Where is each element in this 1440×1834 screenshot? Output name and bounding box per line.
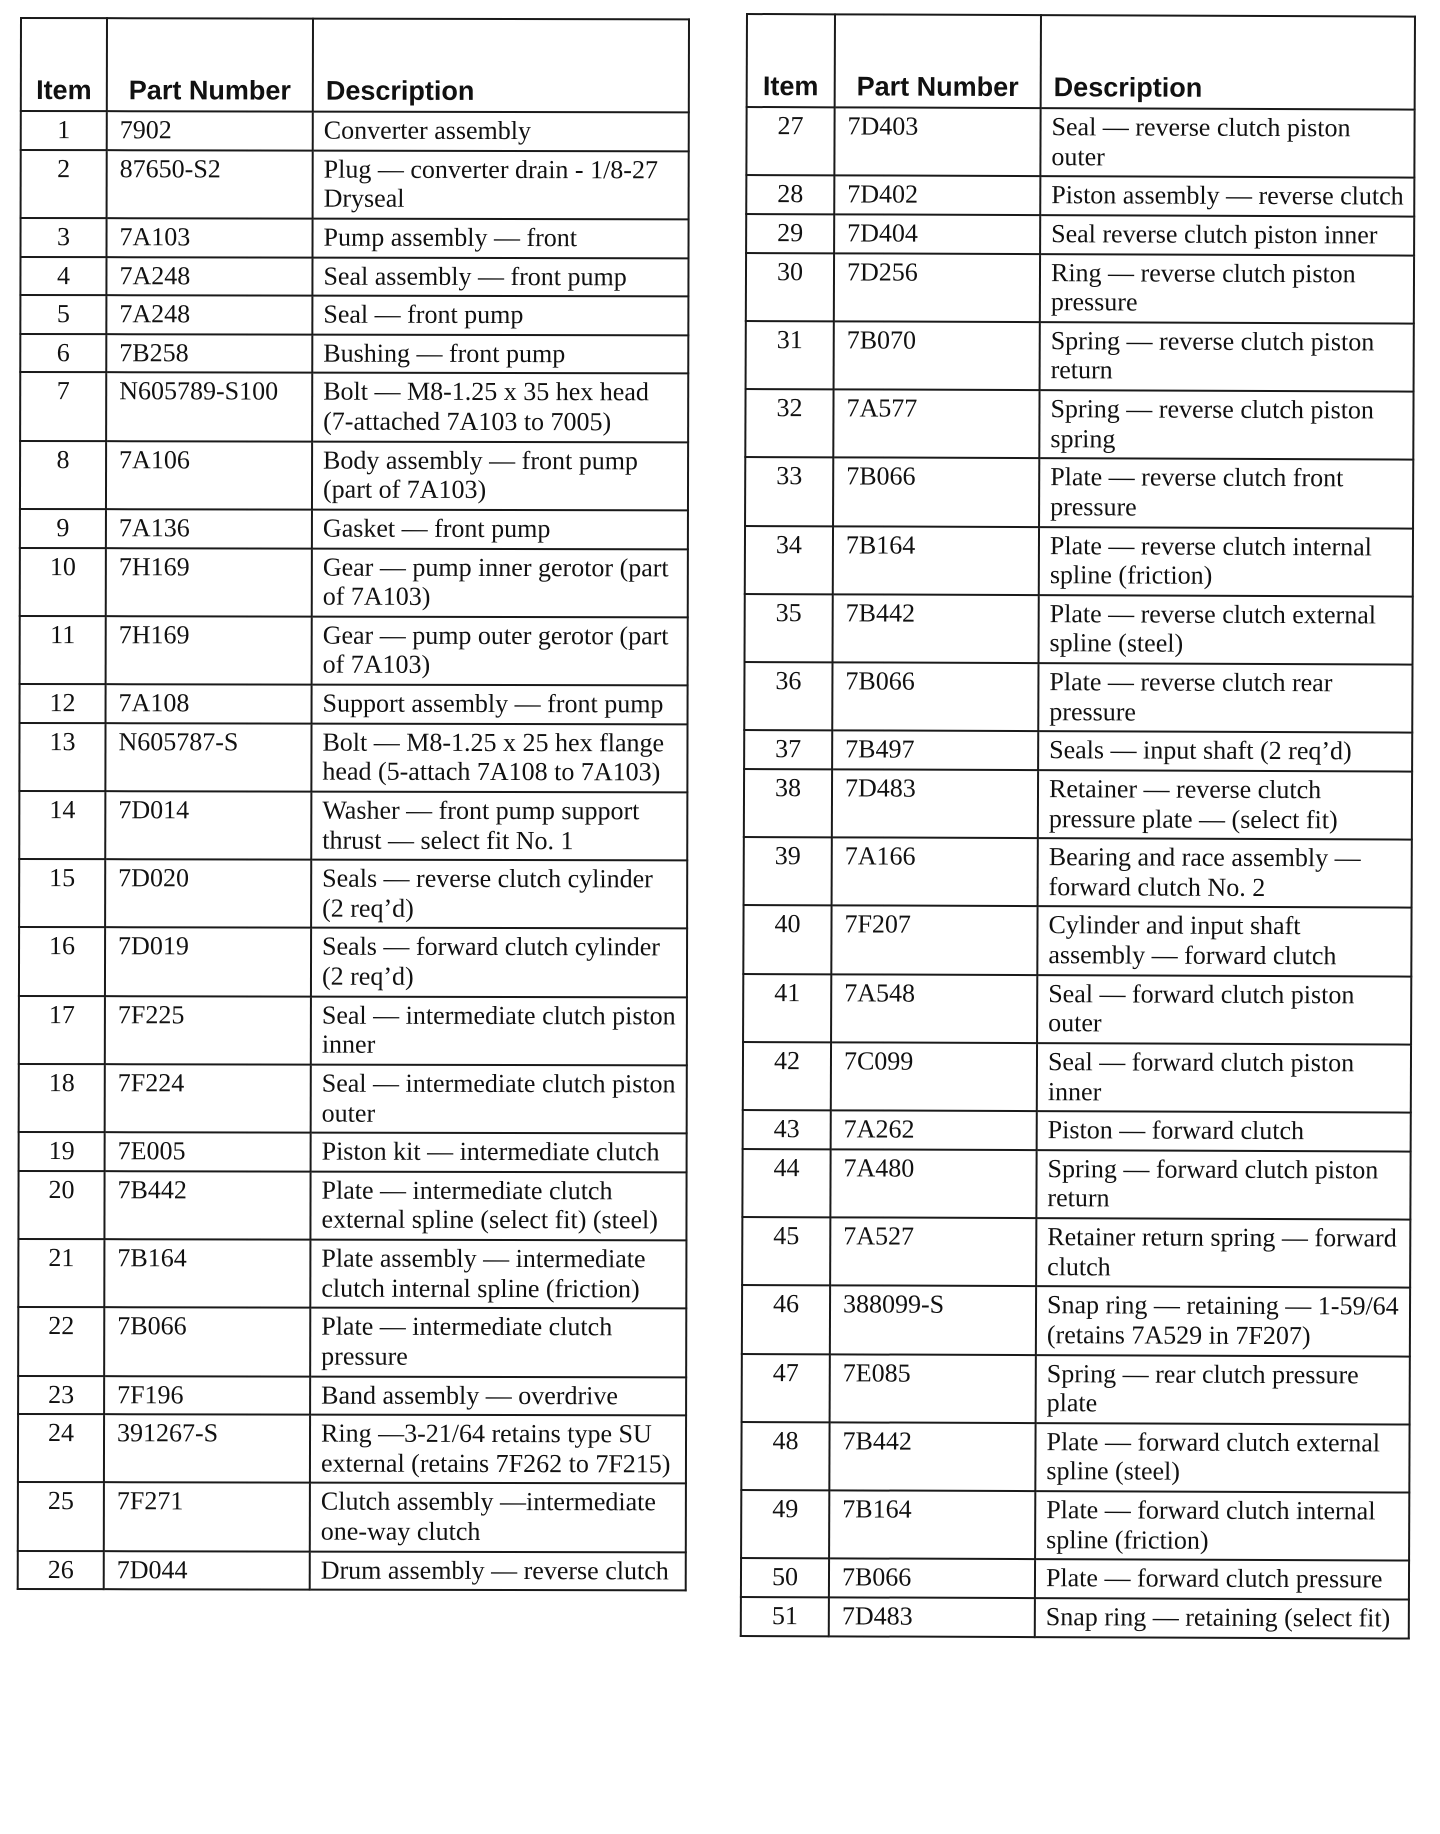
- table-row: [18, 1375, 686, 1415]
- item-cell: 28: [746, 175, 834, 214]
- part-number-cell: 7A106: [106, 441, 312, 510]
- part-number-cell: 7A548: [831, 974, 1037, 1043]
- part-number-cell: 7E085: [830, 1354, 1036, 1423]
- part-number-cell: 7A136: [106, 509, 312, 548]
- part-number-cell: 7A108: [106, 684, 312, 723]
- item-cell: 14: [19, 791, 105, 859]
- item-cell: 35: [745, 594, 833, 663]
- part-number-cell: 7D020: [105, 859, 311, 928]
- description-cell: Seals — forward clutch cylinder (2 req’d): [311, 928, 687, 997]
- item-cell: 45: [742, 1217, 830, 1286]
- part-number-cell: 7A166: [832, 837, 1038, 906]
- part-number-cell: 7B164: [833, 526, 1039, 595]
- description-cell: Seal — reverse clutch piston outer: [1040, 108, 1414, 178]
- table-row: [744, 837, 1412, 908]
- item-cell: 32: [745, 389, 833, 458]
- description-cell: Plate — intermediate clutch pressure: [310, 1308, 686, 1377]
- item-cell: 51: [741, 1597, 829, 1636]
- item-cell: 41: [743, 974, 831, 1043]
- table-row: [19, 996, 687, 1066]
- header-item: Item: [21, 18, 107, 111]
- table-row: [20, 509, 688, 549]
- item-cell: 48: [741, 1422, 829, 1491]
- item-cell: 46: [742, 1285, 830, 1354]
- table-row: [743, 974, 1411, 1045]
- description-cell: Plate — forward clutch pressure: [1035, 1559, 1409, 1599]
- description-cell: Pump assembly — front: [312, 218, 688, 257]
- item-cell: 25: [18, 1482, 104, 1550]
- description-cell: Ring —3-21/64 retains type SU external (retains 7F262 to 7F215): [310, 1415, 686, 1484]
- item-cell: 38: [744, 769, 832, 838]
- table-row: [18, 1551, 686, 1591]
- table-row: [745, 526, 1413, 597]
- table-row: [741, 1490, 1409, 1561]
- part-number-cell: N605787-S: [105, 723, 311, 792]
- table-row: [743, 1110, 1411, 1151]
- item-cell: 18: [19, 1064, 105, 1132]
- item-cell: 30: [746, 253, 834, 322]
- table-row: [18, 1239, 686, 1309]
- item-cell: 47: [742, 1353, 830, 1422]
- table-row: [19, 723, 687, 793]
- table-row: [21, 150, 689, 220]
- item-cell: 29: [746, 214, 834, 253]
- item-cell: 23: [18, 1375, 104, 1414]
- part-number-cell: 7D483: [832, 769, 1038, 838]
- part-number-cell: 7F224: [105, 1064, 311, 1133]
- part-number-cell: 7B497: [832, 731, 1038, 770]
- part-number-cell: 7D403: [834, 107, 1040, 176]
- description-cell: Ring — reverse clutch piston pressure: [1040, 254, 1414, 324]
- description-cell: Piston kit — intermediate clutch: [311, 1133, 687, 1172]
- part-number-cell: 7E005: [105, 1132, 311, 1171]
- header-part-number: Part Number: [835, 14, 1041, 108]
- part-number-cell: 7B164: [104, 1239, 310, 1308]
- part-number-cell: 7A248: [106, 295, 312, 334]
- table-row: [20, 295, 688, 335]
- header-description: Description: [1041, 15, 1415, 109]
- item-cell: 36: [744, 662, 832, 731]
- description-cell: Plate — forward clutch internal spline (friction): [1035, 1491, 1409, 1561]
- table-header-row: [21, 18, 689, 112]
- part-number-cell: 87650-S2: [107, 150, 313, 219]
- part-number-cell: 7D019: [105, 928, 311, 997]
- description-cell: Gasket — front pump: [312, 509, 688, 548]
- table-row: [746, 253, 1414, 324]
- table-header-row: [747, 14, 1415, 110]
- description-cell: Plate — reverse clutch internal spline (friction): [1039, 527, 1413, 597]
- table-row: [18, 1414, 686, 1484]
- table-row: [19, 1132, 687, 1172]
- table-row: [18, 1307, 686, 1377]
- table-row: [20, 257, 688, 297]
- table-row: [20, 548, 688, 618]
- item-cell: 17: [19, 996, 105, 1064]
- part-number-cell: 7F271: [104, 1483, 310, 1552]
- part-number-cell: 7F207: [831, 906, 1037, 975]
- description-cell: Seal — intermediate clutch piston inner: [311, 996, 687, 1065]
- description-cell: Spring — forward clutch piston return: [1036, 1150, 1410, 1220]
- part-number-cell: 7D044: [104, 1551, 310, 1590]
- part-number-cell: 7H169: [106, 616, 312, 685]
- description-cell: Piston assembly — reverse clutch: [1040, 176, 1414, 216]
- description-cell: Seals — input shaft (2 req’d): [1038, 731, 1412, 771]
- part-number-cell: 7D014: [105, 791, 311, 860]
- table-row: [746, 321, 1414, 392]
- item-cell: 34: [745, 526, 833, 595]
- description-cell: Seal assembly — front pump: [312, 257, 688, 296]
- table-row: [18, 1171, 686, 1241]
- part-number-cell: 7B066: [832, 662, 1038, 731]
- part-number-cell: 7C099: [831, 1042, 1037, 1111]
- description-cell: Cylinder and input shaft assembly — forward clutch: [1037, 907, 1411, 977]
- item-cell: 10: [20, 548, 106, 616]
- item-cell: 27: [746, 107, 834, 176]
- table-row: [20, 441, 688, 511]
- table-row: [18, 1482, 686, 1552]
- item-cell: 4: [20, 257, 106, 296]
- item-cell: 26: [18, 1551, 104, 1590]
- description-cell: Bushing — front pump: [312, 334, 688, 373]
- part-number-cell: 7A103: [106, 218, 312, 257]
- part-number-cell: 7902: [107, 111, 313, 150]
- item-cell: 7: [20, 372, 106, 440]
- item-cell: 24: [18, 1414, 104, 1482]
- description-cell: Retainer return spring — forward clutch: [1036, 1218, 1410, 1288]
- part-number-cell: 7B070: [834, 321, 1040, 390]
- description-cell: Spring — reverse clutch piston return: [1040, 322, 1414, 392]
- table-row: [743, 905, 1411, 976]
- table-row: [741, 1558, 1409, 1599]
- part-number-cell: 7B066: [829, 1559, 1035, 1598]
- description-cell: Retainer — reverse clutch pressure plate — (select fit): [1038, 770, 1412, 840]
- description-cell: Body assembly — front pump (part of 7A103): [312, 441, 688, 510]
- description-cell: Seal — forward clutch piston inner: [1037, 1043, 1411, 1113]
- item-cell: 6: [20, 334, 106, 373]
- description-cell: Plug — converter drain - 1/8-27 Dryseal: [313, 150, 689, 219]
- item-cell: 40: [743, 905, 831, 974]
- table-row: [746, 107, 1414, 178]
- description-cell: Converter assembly: [313, 112, 689, 151]
- description-cell: Piston — forward clutch: [1037, 1111, 1411, 1151]
- item-cell: 19: [19, 1132, 105, 1171]
- part-number-cell: 7D404: [834, 214, 1040, 253]
- table-row: [745, 594, 1413, 665]
- header-description: Description: [313, 19, 689, 113]
- part-number-cell: N605789-S100: [106, 373, 312, 442]
- description-cell: Bolt — M8-1.25 x 35 hex head (7-attached 7A103 to 7005): [312, 373, 688, 442]
- table-row: [19, 859, 687, 929]
- table-row: [741, 1597, 1409, 1638]
- part-number-cell: 7H169: [106, 548, 312, 617]
- description-cell: Seal reverse clutch piston inner: [1040, 215, 1414, 255]
- item-cell: 8: [20, 441, 106, 509]
- table-row: [744, 730, 1412, 771]
- item-cell: 9: [20, 509, 106, 548]
- table-row: [741, 1422, 1409, 1493]
- description-cell: Seals — reverse clutch cylinder (2 req’d): [311, 860, 687, 929]
- table-row: [742, 1285, 1410, 1356]
- description-cell: Plate — intermediate clutch external spline (select fit) (steel): [310, 1171, 686, 1240]
- table-row: [742, 1353, 1410, 1424]
- table-row: [744, 662, 1412, 733]
- description-cell: Spring — reverse clutch piston spring: [1039, 390, 1413, 460]
- part-number-cell: 7B164: [829, 1490, 1035, 1559]
- description-cell: Snap ring — retaining — 1-59/64 (retains 7A529 in 7F207): [1036, 1286, 1410, 1356]
- table-row: [746, 175, 1414, 216]
- description-cell: Seal — intermediate clutch piston outer: [311, 1064, 687, 1133]
- description-cell: Washer — front pump support thrust — select fit No. 1: [311, 791, 687, 860]
- description-cell: Seal — forward clutch piston outer: [1037, 975, 1411, 1045]
- item-cell: 31: [746, 321, 834, 390]
- part-number-cell: 7D402: [834, 176, 1040, 215]
- header-item: Item: [747, 14, 835, 107]
- description-cell: Spring — rear clutch pressure plate: [1036, 1355, 1410, 1425]
- item-cell: 13: [19, 723, 105, 791]
- item-cell: 33: [745, 457, 833, 526]
- description-cell: Snap ring — retaining (select fit): [1035, 1598, 1409, 1638]
- item-cell: 50: [741, 1558, 829, 1597]
- part-number-cell: 7B066: [104, 1307, 310, 1376]
- description-cell: Gear — pump outer gerotor (part of 7A103): [312, 616, 688, 685]
- header-part-number: Part Number: [107, 18, 313, 111]
- table-row: [21, 111, 689, 151]
- description-cell: Clutch assembly —intermediate one-way clutch: [310, 1483, 686, 1552]
- description-cell: Drum assembly — reverse clutch: [310, 1551, 686, 1590]
- table-row: [20, 218, 688, 258]
- table-row: [20, 616, 688, 686]
- item-cell: 42: [743, 1042, 831, 1111]
- item-cell: 20: [18, 1171, 104, 1239]
- table-row: [19, 927, 687, 997]
- item-cell: 15: [19, 859, 105, 927]
- table-row: [20, 334, 688, 374]
- description-cell: Band assembly — overdrive: [310, 1376, 686, 1415]
- table-row: [745, 457, 1413, 528]
- part-number-cell: 7F225: [105, 996, 311, 1065]
- table-row: [744, 769, 1412, 840]
- description-cell: Seal — front pump: [312, 296, 688, 335]
- part-number-cell: 7B442: [104, 1171, 310, 1240]
- item-cell: 37: [744, 730, 832, 769]
- description-cell: Support assembly — front pump: [312, 685, 688, 724]
- part-number-cell: 7A577: [833, 389, 1039, 458]
- part-number-cell: 391267-S: [104, 1414, 310, 1483]
- description-cell: Plate — reverse clutch rear pressure: [1038, 663, 1412, 733]
- table-row: [20, 372, 688, 442]
- part-number-cell: 7F196: [104, 1376, 310, 1415]
- description-cell: Bearing and race assembly — forward clutch No. 2: [1038, 838, 1412, 908]
- part-number-cell: 7B442: [833, 594, 1039, 663]
- part-number-cell: 7B442: [829, 1422, 1035, 1491]
- item-cell: 2: [21, 150, 107, 218]
- part-number-cell: 7A527: [830, 1217, 1036, 1286]
- item-cell: 22: [18, 1307, 104, 1375]
- description-cell: Bolt — M8-1.25 x 25 hex flange head (5-attach 7A108 to 7A103): [311, 723, 687, 792]
- table-row: [743, 1042, 1411, 1113]
- description-cell: Plate — reverse clutch front pressure: [1039, 458, 1413, 528]
- part-number-cell: 7B258: [106, 334, 312, 373]
- table-row: [746, 214, 1414, 255]
- parts-table-left: [17, 17, 690, 1592]
- table-row: [19, 1064, 687, 1134]
- part-number-cell: 7A248: [106, 257, 312, 296]
- table-row: [19, 791, 687, 861]
- part-number-cell: 7D256: [834, 253, 1040, 322]
- description-cell: Plate assembly — intermediate clutch internal spline (friction): [310, 1240, 686, 1309]
- item-cell: 39: [744, 837, 832, 906]
- table-row: [20, 684, 688, 724]
- item-cell: 3: [20, 218, 106, 257]
- table-row: [742, 1149, 1410, 1220]
- part-number-cell: 7A480: [830, 1149, 1036, 1218]
- part-number-cell: 7B066: [833, 458, 1039, 527]
- item-cell: 1: [21, 111, 107, 150]
- item-cell: 43: [743, 1110, 831, 1149]
- part-number-cell: 388099-S: [830, 1286, 1036, 1355]
- parts-table-right: [740, 13, 1416, 1639]
- description-cell: Plate — forward clutch external spline (steel): [1035, 1423, 1409, 1493]
- table-row: [742, 1217, 1410, 1288]
- table-row: [745, 389, 1413, 460]
- item-cell: 5: [20, 295, 106, 334]
- item-cell: 21: [18, 1239, 104, 1307]
- item-cell: 44: [742, 1149, 830, 1218]
- part-number-cell: 7A262: [831, 1110, 1037, 1149]
- description-cell: Gear — pump inner gerotor (part of 7A103): [312, 548, 688, 617]
- item-cell: 11: [20, 616, 106, 684]
- description-cell: Plate — reverse clutch external spline (steel): [1039, 595, 1413, 665]
- item-cell: 49: [741, 1490, 829, 1559]
- part-number-cell: 7D483: [829, 1597, 1035, 1636]
- item-cell: 12: [20, 684, 106, 723]
- item-cell: 16: [19, 927, 105, 995]
